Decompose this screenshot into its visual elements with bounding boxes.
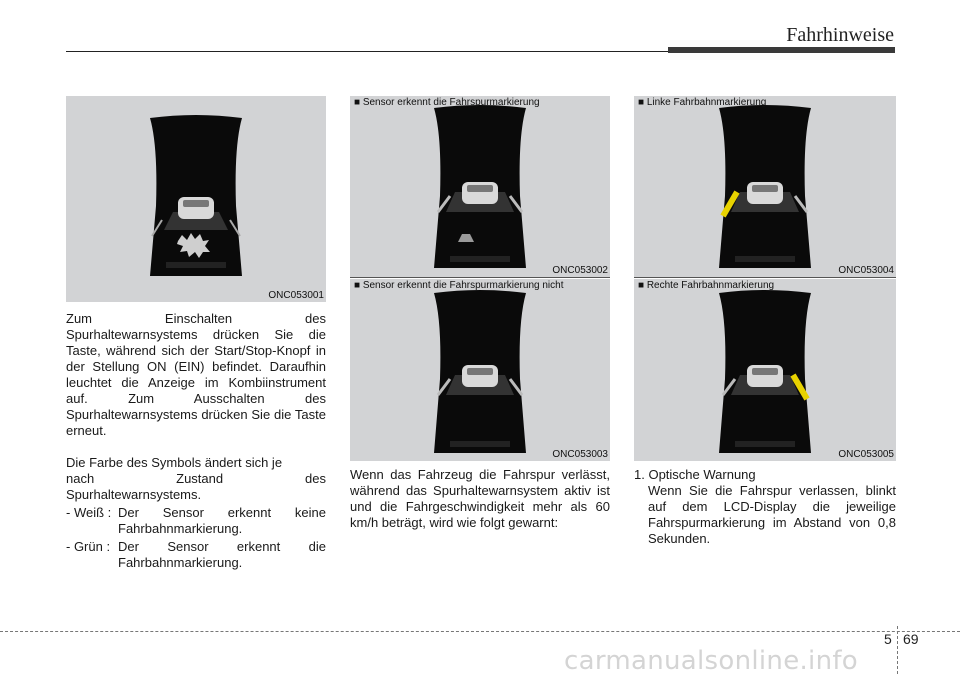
figure-caption: ■ Rechte Fahrbahnmarkierung	[638, 280, 775, 291]
figure-code: ONC053004	[838, 265, 894, 276]
figure-code: ONC053005	[838, 449, 894, 460]
header-rule-accent	[668, 47, 895, 53]
figure-right-lane	[634, 279, 896, 461]
figure-sensor-detects	[350, 96, 610, 277]
paragraph-2-line-1: Die Farbe des Symbols ändert sich je	[66, 455, 283, 470]
paragraph-warning-intro: Wenn das Fahrzeug die Fahrspur verlässt, während das Spurhaltewarnsystem aktiv ist und die Fahrgeschwindigkeit mehr als 60 km/h beträgt, wird wie folgt gewarnt:	[350, 467, 610, 530]
page-number: 69	[903, 631, 919, 647]
figure-code: ONC053001	[268, 290, 324, 301]
paragraph-2-line-3: Spurhaltewarnsystems.	[66, 487, 202, 502]
watermark: carmanualsonline.info	[564, 646, 859, 676]
list-item: - Grün : Der Sensor erkennt die Fahrbahnmarkierung.	[66, 539, 326, 570]
figure-sensor-not-detects	[350, 279, 610, 461]
footer-rule	[0, 631, 960, 632]
item-title: 1. Optische Warnung	[634, 467, 756, 482]
figure-caption: ■ Linke Fahrbahnmarkierung	[638, 97, 767, 108]
column-1-text	[66, 311, 326, 571]
figure-code: ONC053003	[552, 449, 608, 460]
paragraph-1-first-line: Zum Einschalten des	[66, 311, 326, 326]
figure-separator	[350, 277, 610, 278]
cluster-illustration	[66, 96, 326, 302]
column-3-text	[634, 467, 896, 547]
chapter-number: 5	[884, 631, 892, 647]
page-number-divider	[897, 626, 898, 674]
header-rule	[66, 51, 670, 52]
figure-caption: ■ Sensor erkennt die Fahrspurmarkierung nicht	[354, 280, 564, 291]
figure-caption: ■ Sensor erkennt die Fahrspurmarkierung	[354, 97, 540, 108]
page-header-title: Fahrhinweise	[786, 24, 894, 46]
paragraph-2-line-2: nach Zustand des	[66, 471, 326, 486]
list-item: - Weiß : Der Sensor erkennt keine Fahrbahnmarkierung.	[66, 505, 326, 536]
figure-lka-button	[66, 96, 326, 302]
figure-separator	[634, 277, 896, 278]
paragraph-1: Spurhaltewarnsystems drücken Sie die Taste, während sich der Start/Stop-Knopf in der Stellung ON (EIN) befindet. Daraufhin leuchtet die Anzeige im Kombiinstrument auf. Zum Ausschalten des Spurhaltewarnsystems drücken Sie die Taste erneut.	[66, 327, 326, 438]
figure-left-lane	[634, 96, 896, 277]
column-2-text	[350, 467, 610, 531]
item-text: Wenn Sie die Fahrspur verlassen, blinkt auf dem LCD-Display die jeweilige Fahrspurmarkierung im Abstand von 0,8 Sekunden.	[648, 483, 896, 546]
figure-code: ONC053002	[552, 265, 608, 276]
